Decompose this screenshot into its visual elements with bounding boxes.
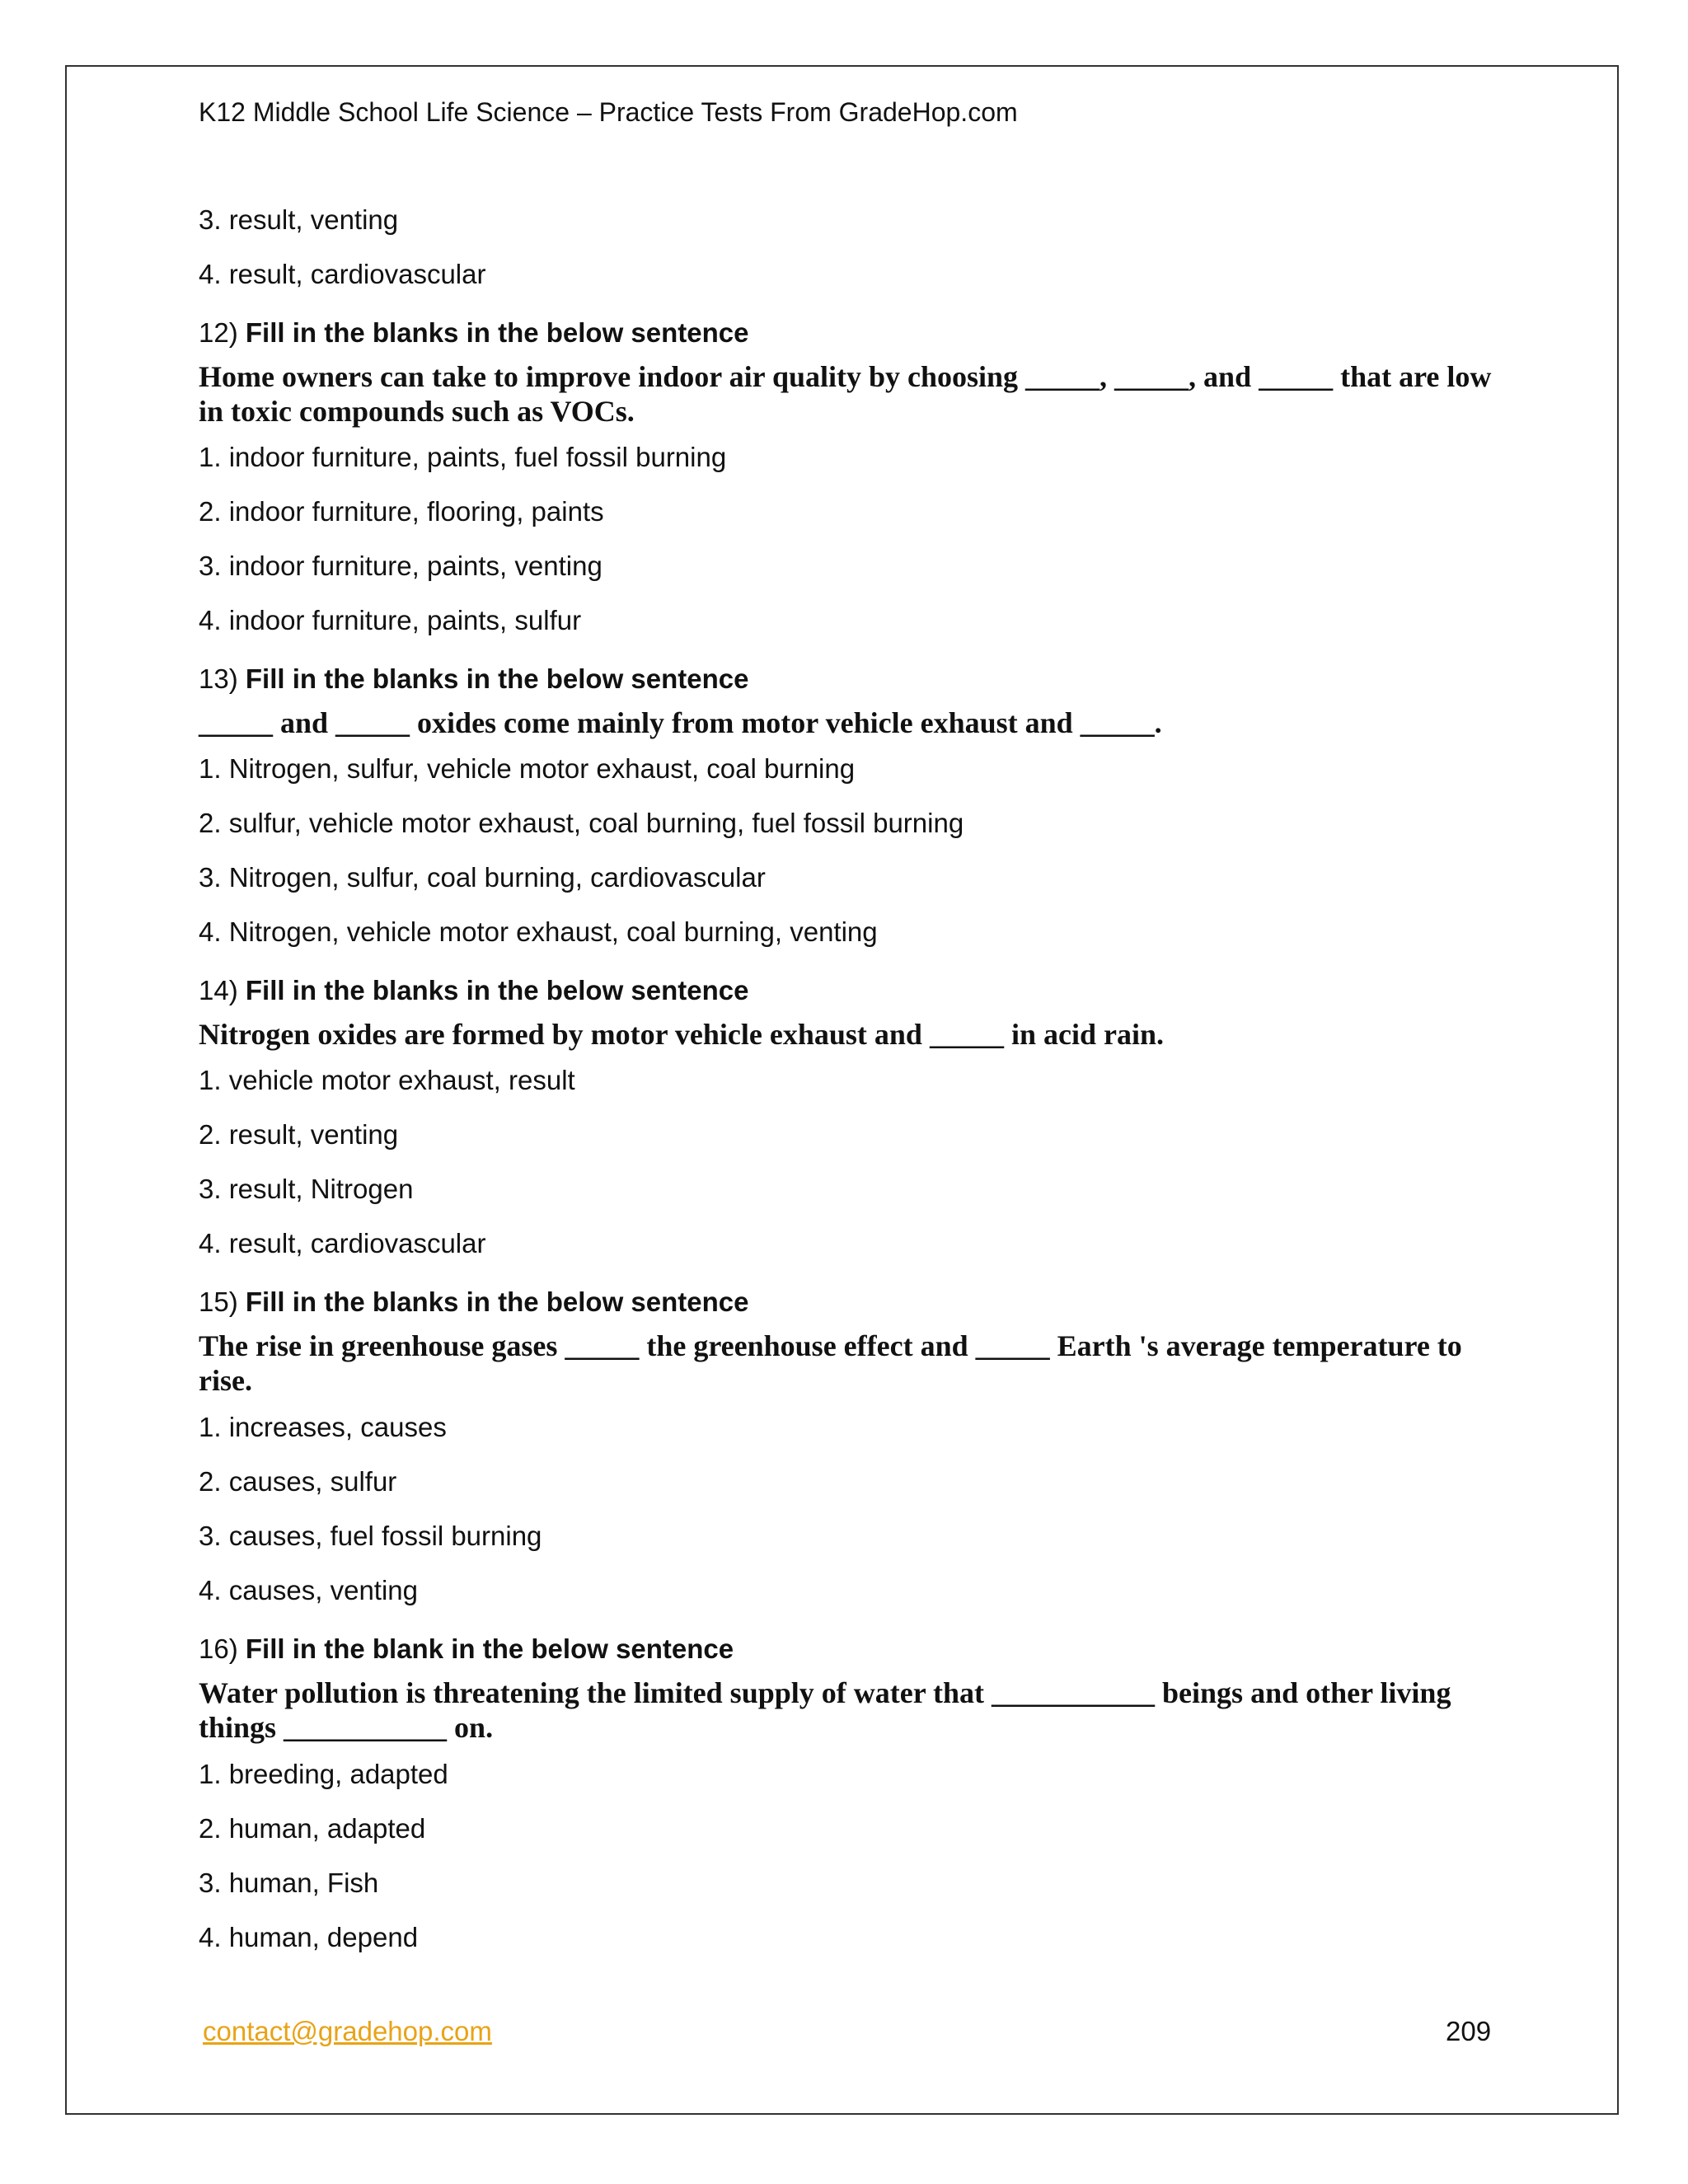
question-number: 14)	[199, 975, 238, 1005]
question-14-sentence: Nitrogen oxides are formed by motor vehicle exhaust and _____ in acid rain.	[199, 1018, 1164, 1051]
option-item: 3. indoor furniture, paints, venting	[199, 551, 603, 581]
question-number: 16)	[199, 1633, 238, 1664]
option-item: 4. human, depend	[199, 1922, 419, 1952]
option-item: 3. causes, fuel fossil burning	[199, 1521, 542, 1551]
option-item: 4. indoor furniture, paints, sulfur	[199, 605, 582, 635]
question-14-heading	[199, 975, 749, 1006]
option-item: 1. indoor furniture, paints, fuel fossil burning	[199, 442, 727, 472]
option-item: 3. result, Nitrogen	[199, 1174, 414, 1204]
option-item: 1. breeding, adapted	[199, 1759, 448, 1789]
question-instruction: Fill in the blank in the below sentence	[245, 1633, 734, 1664]
option-item: 2. indoor furniture, flooring, paints	[199, 496, 604, 527]
option-item: 4. result, cardiovascular	[199, 259, 486, 289]
question-number: 15)	[199, 1286, 238, 1317]
question-15-heading	[199, 1286, 749, 1318]
question-16-heading	[199, 1633, 734, 1665]
option-item: 2. causes, sulfur	[199, 1466, 397, 1497]
question-instruction: Fill in the blanks in the below sentence	[245, 975, 749, 1005]
question-number: 13)	[199, 663, 238, 694]
option-item: 3. human, Fish	[199, 1868, 379, 1898]
question-number: 12)	[199, 317, 238, 348]
question-12-heading	[199, 317, 749, 349]
option-item: 2. human, adapted	[199, 1813, 426, 1844]
contact-email-link[interactable]: contact@gradehop.com	[203, 2016, 492, 2046]
question-15-sentence: The rise in greenhouse gases _____ the greenhouse effect and _____ Earth 's average temperature to rise.	[199, 1329, 1462, 1397]
question-12-sentence: Home owners can take to improve indoor air quality by choosing _____, _____, and _____ that are low in toxic compounds such as VOCs.	[199, 360, 1492, 428]
question-instruction: Fill in the blanks in the below sentence	[245, 1286, 749, 1317]
question-instruction: Fill in the blanks in the below sentence	[245, 317, 749, 348]
question-instruction: Fill in the blanks in the below sentence	[245, 663, 749, 694]
question-13-sentence: _____ and _____ oxides come mainly from motor vehicle exhaust and _____.	[199, 706, 1162, 739]
option-item: 1. Nitrogen, sulfur, vehicle motor exhaust, coal burning	[199, 753, 856, 784]
option-item: 4. Nitrogen, vehicle motor exhaust, coal burning, venting	[199, 916, 878, 947]
option-item: 2. sulfur, vehicle motor exhaust, coal burning, fuel fossil burning	[199, 808, 964, 838]
option-item: 2. result, venting	[199, 1119, 399, 1150]
page-header: K12 Middle School Life Science – Practice Tests From GradeHop.com	[199, 97, 1018, 127]
option-item: 1. increases, causes	[199, 1412, 447, 1442]
question-16-sentence: Water pollution is threatening the limited supply of water that ___________ beings and other living things ___________ on.	[199, 1676, 1451, 1744]
option-item: 4. result, cardiovascular	[199, 1228, 486, 1258]
option-item: 3. result, venting	[199, 204, 399, 235]
option-item: 4. causes, venting	[199, 1575, 418, 1605]
option-item: 1. vehicle motor exhaust, result	[199, 1065, 575, 1095]
page-number: 209	[1446, 2016, 1492, 2046]
option-item: 3. Nitrogen, sulfur, coal burning, cardiovascular	[199, 862, 766, 893]
question-13-heading	[199, 663, 749, 695]
